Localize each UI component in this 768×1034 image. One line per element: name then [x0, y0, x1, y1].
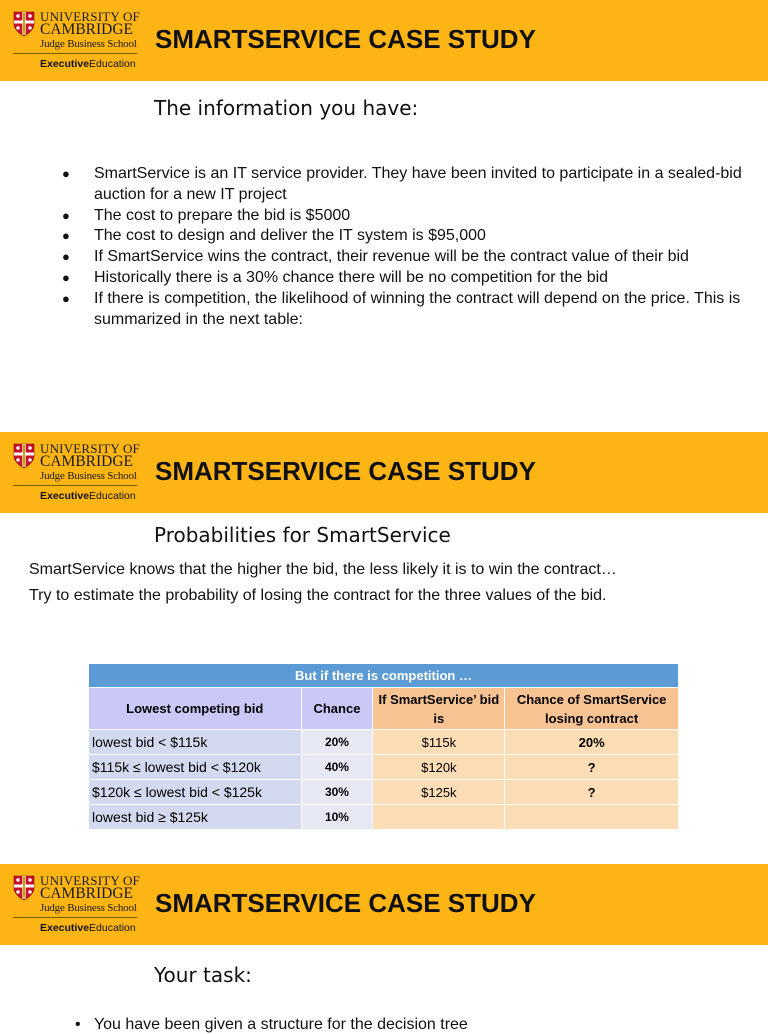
- slide-title: SMARTSERVICE CASE STUDY: [155, 888, 536, 918]
- table-header-row: [89, 688, 679, 730]
- table-cell: $115k: [373, 730, 505, 755]
- bullet-item: ● SmartService is an IT service provider. They have been invited to participate in a sealed-bid auction for a new IT project: [62, 164, 768, 206]
- bullet-item: ● Historically there is a 30% chance there will be no competition for the bid: [62, 268, 768, 289]
- slide-header: [0, 0, 768, 81]
- cambridge-shield-icon: [13, 11, 35, 37]
- table-caption: But if there is competition …: [89, 664, 679, 688]
- table-cell: $120k ≤ lowest bid < $125k: [89, 780, 302, 805]
- university-logo: [13, 441, 138, 505]
- logo-exec-rest: Education: [89, 490, 136, 502]
- logo-cambridge: CAMBRIDGE: [40, 453, 134, 470]
- table-cell: 20%: [301, 730, 373, 755]
- logo-university-of: UNIVERSITY OF: [40, 441, 140, 456]
- table-cell: ?: [505, 755, 679, 780]
- table-row: [89, 805, 679, 830]
- table-cell: [373, 805, 505, 830]
- logo-divider: [13, 917, 137, 918]
- bullet-list: [62, 164, 768, 330]
- slide-subtitle: Your task:: [154, 963, 252, 987]
- slide-information: [0, 0, 768, 432]
- table-cell: $120k: [373, 755, 505, 780]
- logo-exec-bold: Executive: [40, 922, 90, 934]
- task-bullet-text: You have been given a structure for the decision tree: [93, 1016, 468, 1033]
- logo-cambridge: CAMBRIDGE: [40, 21, 134, 38]
- task-bullet: • You have been given a structure for the decision tree: [75, 1016, 468, 1033]
- bullet-item: ● The cost to prepare the bid is $5000: [62, 206, 768, 227]
- table-cell: lowest bid ≥ $125k: [89, 805, 302, 830]
- logo-judge-business-school: Judge Business School: [40, 902, 137, 914]
- logo-executive-education: [40, 490, 136, 502]
- logo-executive-education: [40, 922, 136, 934]
- logo-exec-bold: Executive: [40, 490, 90, 502]
- table-caption-row: [89, 664, 679, 688]
- slide-header: [0, 864, 768, 945]
- slide-task: [0, 864, 768, 1033]
- university-logo: [13, 9, 138, 73]
- table-cell: $125k: [373, 780, 505, 805]
- intro-paragraph: SmartService knows that the higher the bid, the less likely it is to win the contract…: [29, 561, 617, 578]
- logo-university-of: UNIVERSITY OF: [40, 873, 140, 888]
- logo-cambridge: CAMBRIDGE: [40, 885, 134, 902]
- table-cell: ?: [505, 780, 679, 805]
- slide-subtitle: The information you have:: [154, 96, 419, 120]
- column-header: If SmartService’ bid is: [373, 688, 505, 730]
- logo-exec-rest: Education: [89, 922, 136, 934]
- logo-executive-education: [40, 58, 136, 70]
- slide-header: [0, 432, 768, 513]
- table-cell: 30%: [301, 780, 373, 805]
- bullet-item: ● If there is competition, the likelihood of winning the contract will depend on the price. This is summarized in the next table:: [62, 289, 768, 331]
- logo-judge-business-school: Judge Business School: [40, 38, 137, 50]
- table-cell: $115k ≤ lowest bid < $120k: [89, 755, 302, 780]
- logo-divider: [13, 485, 137, 486]
- table-row: [89, 730, 679, 755]
- slide-probabilities: [0, 432, 768, 864]
- slide-title: SMARTSERVICE CASE STUDY: [155, 456, 536, 486]
- table-cell: 20%: [505, 730, 679, 755]
- logo-judge-business-school: Judge Business School: [40, 470, 137, 482]
- table-row: [89, 780, 679, 805]
- table-cell: [505, 805, 679, 830]
- logo-divider: [13, 53, 137, 54]
- cambridge-shield-icon: [13, 443, 35, 469]
- slide-title: SMARTSERVICE CASE STUDY: [155, 24, 536, 54]
- logo-exec-bold: Executive: [40, 58, 90, 70]
- probability-table: [88, 663, 679, 830]
- column-header: Chance of SmartService losing contract: [505, 688, 679, 730]
- column-header: Chance: [301, 688, 373, 730]
- bullet-item: ● If SmartService wins the contract, their revenue will be the contract value of their bid: [62, 247, 768, 268]
- cambridge-shield-icon: [13, 875, 35, 901]
- instruction-paragraph: Try to estimate the probability of losing the contract for the three values of the bid.: [29, 587, 607, 604]
- table-cell: lowest bid < $115k: [89, 730, 302, 755]
- logo-exec-rest: Education: [89, 58, 136, 70]
- slide-subtitle: Probabilities for SmartService: [154, 523, 451, 547]
- table-row: [89, 755, 679, 780]
- bullet-item: ● The cost to design and deliver the IT system is $95,000: [62, 226, 768, 247]
- table-cell: 10%: [301, 805, 373, 830]
- logo-university-of: UNIVERSITY OF: [40, 9, 140, 24]
- table-cell: 40%: [301, 755, 373, 780]
- university-logo: [13, 873, 138, 937]
- column-header: Lowest competing bid: [89, 688, 302, 730]
